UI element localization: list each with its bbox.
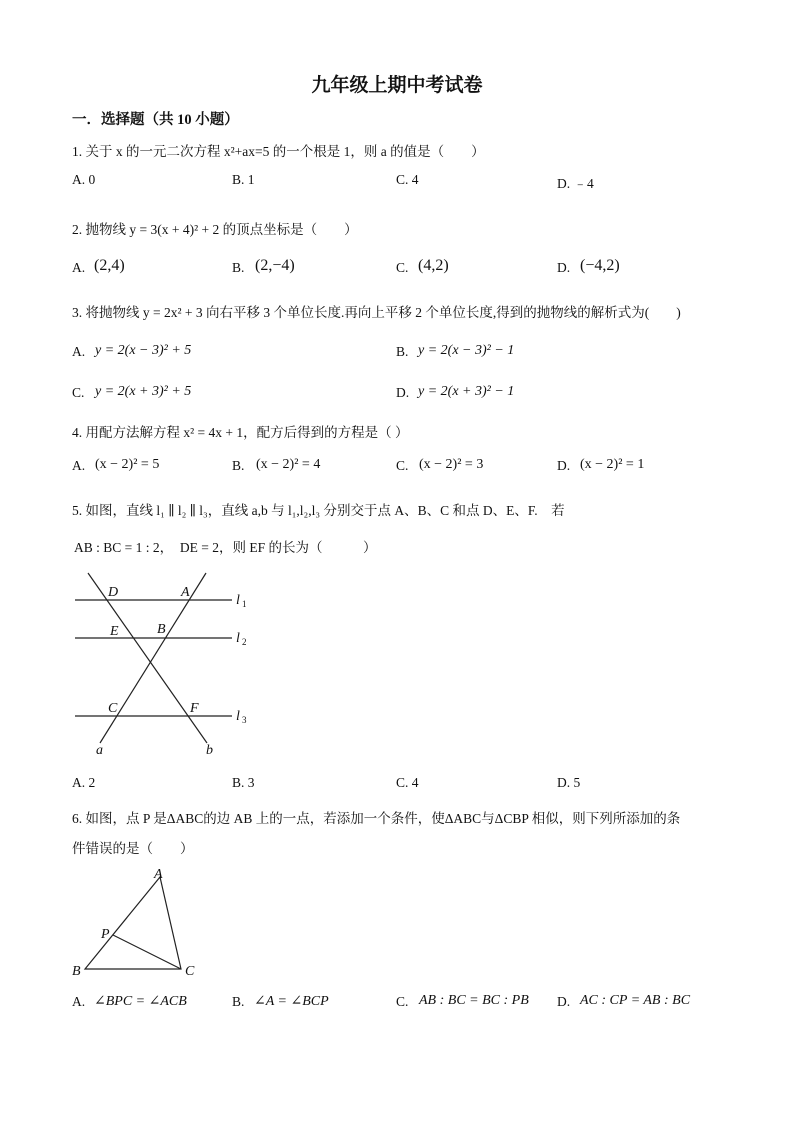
label-l2: l [236, 631, 240, 646]
q1-option-c[interactable]: C. 4 [396, 172, 419, 187]
q4-option-d-value: (x − 2)² = 1 [580, 457, 645, 472]
label-F: F [190, 701, 199, 716]
q2-option-c-label[interactable]: C. [396, 260, 409, 275]
q4-option-d-label[interactable]: D. [557, 458, 571, 473]
q5-parallel-lines-figure [70, 568, 260, 763]
q1-option-b[interactable]: B. 1 [232, 172, 255, 187]
q6-option-d-label[interactable]: D. [557, 994, 571, 1009]
q4-option-b-label[interactable]: B. [232, 458, 245, 473]
q3-option-a-label[interactable]: A. [72, 344, 86, 359]
q4-option-a-value: (x − 2)² = 5 [95, 457, 160, 472]
q3-option-a-value: y = 2(x − 3)² + 5 [95, 343, 192, 358]
q5-option-b[interactable]: B. 3 [232, 775, 255, 790]
q2-option-d-label[interactable]: D. [557, 260, 571, 275]
section-heading: 一．选择题（共 10 小题） [72, 112, 239, 128]
label-l1: l [236, 593, 240, 608]
label-B: B [157, 622, 166, 637]
q3-option-d-value: y = 2(x + 3)² − 1 [418, 384, 515, 399]
q2-option-c-value: (4,2) [418, 257, 449, 274]
q6-option-b-label[interactable]: B. [232, 994, 245, 1009]
q6-triangle-figure [66, 862, 216, 982]
q1-option-d[interactable]: D. ﹣4 [557, 176, 594, 191]
label-B: B [72, 964, 81, 979]
q3-option-c-label[interactable]: C. [72, 385, 85, 400]
label-a: a [96, 743, 103, 758]
q5-option-c[interactable]: C. 4 [396, 775, 419, 790]
segment-PC [113, 935, 181, 969]
q4-option-c-value: (x − 2)² = 3 [419, 457, 484, 472]
q2-option-b-value: (2,−4) [255, 257, 295, 274]
q3-option-d-label[interactable]: D. [396, 385, 410, 400]
q3-option-c-value: y = 2(x + 3)² + 5 [95, 384, 192, 399]
label-A: A [154, 867, 163, 882]
q6-option-a-label[interactable]: A. [72, 994, 86, 1009]
label-D: D [108, 585, 119, 600]
label-E: E [110, 624, 119, 639]
q4-option-c-label[interactable]: C. [396, 458, 409, 473]
q4-option-a-label[interactable]: A. [72, 458, 86, 473]
question-2-stem: 2. 抛物线 y = 3(x + 4)² + 2 的顶点坐标是（ ） [72, 222, 358, 237]
label-C: C [108, 701, 118, 716]
question-6-stem-line1: 6. 如图，点 P 是ΔABC的边 AB 上的一点，若添加一个条件，使ΔABC与ΔCBP 相似，则下列所添加的条 [72, 811, 681, 826]
question-5-stem-line1: 5. 如图，直线 l₁ ∥ l₂ ∥ l₃，直线 a,b 与 l₁,l₂,l₃ 分别交于点 A、B、C 和点 D、E、F. 若 [72, 503, 565, 518]
q2-option-a-label[interactable]: A. [72, 260, 86, 275]
q6-option-d-value: AC : CP = AB : BC [580, 993, 691, 1008]
subscript-1: 1 [242, 599, 247, 609]
q1-option-a[interactable]: A. 0 [72, 172, 96, 187]
q6-option-c-value: AB : BC = BC : PB [419, 993, 529, 1008]
label-b: b [206, 743, 213, 758]
q5-option-a[interactable]: A. 2 [72, 775, 96, 790]
page-title: 九年级上期中考试卷 [311, 75, 483, 96]
question-1-stem: 1. 关于 x 的一元二次方程 x²+ax=5 的一个根是 1，则 a 的值是（ ） [72, 144, 485, 159]
q2-option-a-value: (2,4) [94, 257, 125, 274]
question-3-stem: 3. 将抛物线 y = 2x² + 3 向右平移 3 个单位长度.再向上平移 2 个单位长度,得到的抛物线的解析式为( ) [72, 305, 681, 320]
q6-option-c-label[interactable]: C. [396, 994, 409, 1009]
subscript-3: 3 [242, 715, 247, 725]
label-P: P [101, 927, 110, 942]
label-A: A [181, 585, 190, 600]
q3-option-b-label[interactable]: B. [396, 344, 409, 359]
triangle-ABC [85, 877, 181, 969]
q5-option-d[interactable]: D. 5 [557, 775, 581, 790]
q3-option-b-value: y = 2(x − 3)² − 1 [418, 343, 515, 358]
q2-option-d-value: (−4,2) [580, 257, 620, 274]
question-5-stem-line2: AB : BC = 1 : 2， DE = 2，则 EF 的长为（ ） [74, 540, 377, 555]
label-l3: l [236, 709, 240, 724]
q6-option-b-value: ∠A = ∠BCP [254, 994, 329, 1009]
question-6-stem-line2: 件错误的是（ ） [72, 841, 194, 856]
subscript-2: 2 [242, 637, 247, 647]
q2-option-b-label[interactable]: B. [232, 260, 245, 275]
question-4-stem: 4. 用配方法解方程 x² = 4x + 1，配方后得到的方程是（ ） [72, 425, 409, 440]
label-C: C [185, 964, 195, 979]
q4-option-b-value: (x − 2)² = 4 [256, 457, 321, 472]
q6-option-a-value: ∠BPC = ∠ACB [94, 994, 187, 1009]
